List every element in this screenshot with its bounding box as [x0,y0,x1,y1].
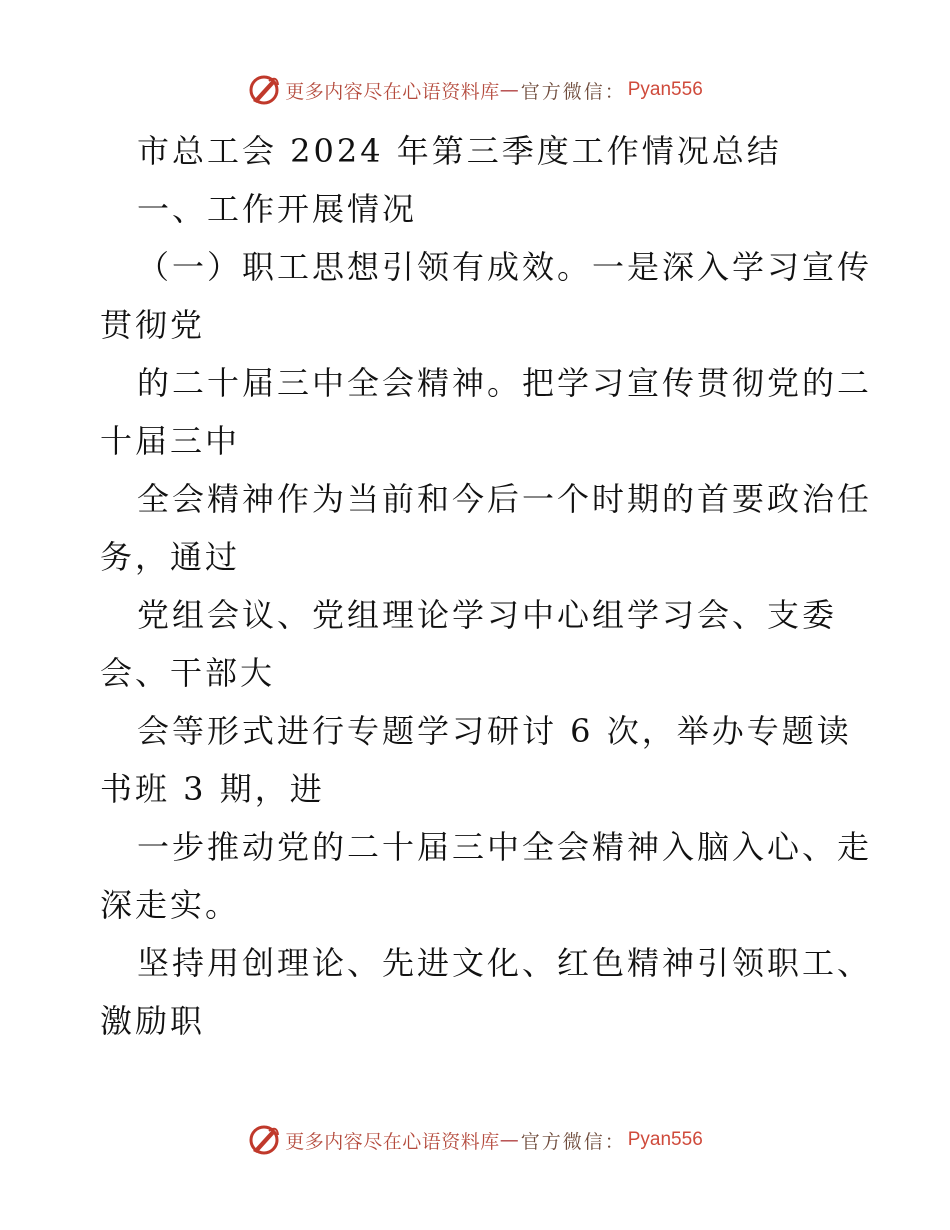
watermark-separator: — [499,79,519,101]
paragraph-line: 会、干部大 [100,654,276,692]
watermark-banner-bottom [0,1120,950,1160]
paragraph-line: （一）职工思想引领有成效。一是深入学习宣传 [137,248,873,286]
watermark-brand: 更多内容尽在心语资料库 [285,80,500,103]
paragraph-line: 坚持用创理论、先进文化、红色精神引领职工、 [137,944,873,982]
paragraph-line: 党组会议、党组理论学习中心组学习会、支委 [137,596,838,634]
section-heading: 一、工作开展情况 [137,190,418,228]
paragraph-line: 全会精神作为当前和今后一个时期的首要政治任 [137,480,873,518]
watermark-wechat-id: Pyan556 [627,1129,703,1150]
watermark-official: 官方微信： [520,80,626,103]
watermark-official: 官方微信： [520,1130,626,1153]
paragraph-line: 十届三中 [100,422,241,460]
quill-logo-icon [247,73,281,107]
paragraph-line: 贯彻党 [100,306,206,344]
paragraph-line: 激励职 [100,1002,206,1040]
paragraph-line: 书班 3 期，进 [100,770,325,808]
watermark-brand: 更多内容尽在心语资料库 [285,1130,500,1153]
watermark-wechat-id: Pyan556 [627,79,703,100]
quill-logo-icon [247,1123,281,1157]
document-title: 市总工会 2024 年第三季度工作情况总结 [137,132,782,170]
paragraph-line: 一步推动党的二十届三中全会精神入脑入心、走 [137,828,873,866]
paragraph-line: 深走实。 [100,886,241,924]
document-body [100,122,873,1050]
watermark-separator: — [499,1129,519,1151]
paragraph-line: 务，通过 [100,538,241,576]
paragraph-line: 会等形式进行专题学习研讨 6 次，举办专题读 [137,712,852,750]
paragraph-line: 的二十届三中全会精神。把学习宣传贯彻党的二 [137,364,873,402]
watermark-banner-top [0,70,950,110]
